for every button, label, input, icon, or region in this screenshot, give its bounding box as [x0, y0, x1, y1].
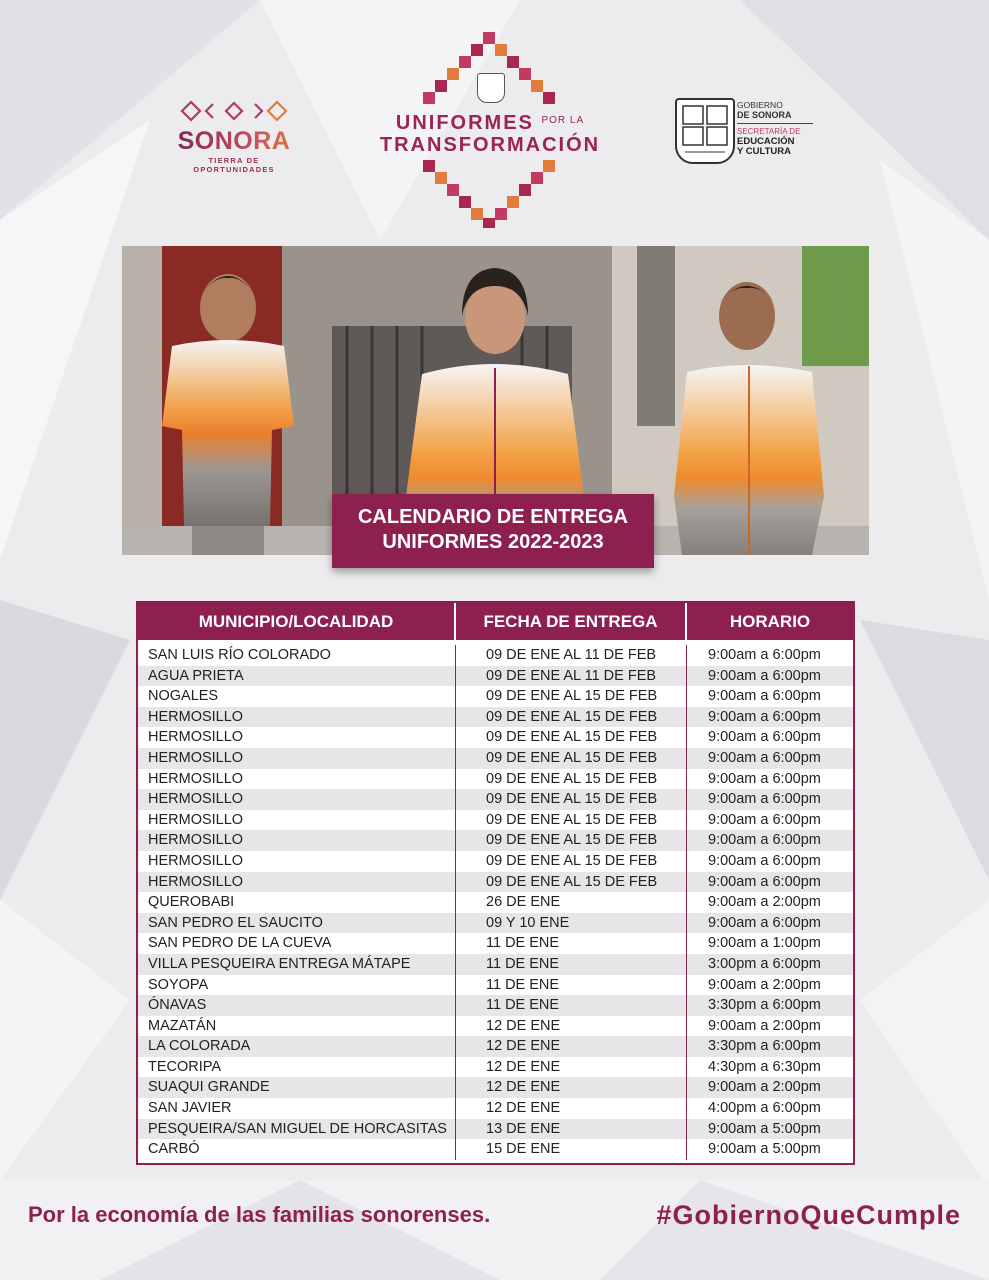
table-row [138, 666, 853, 687]
cell-horario: 9:00am a 5:00pm [708, 1120, 821, 1137]
cell-municipio: NOGALES [138, 686, 456, 707]
cell-horario: 9:00am a 2:00pm [708, 1017, 821, 1034]
cell-fecha: 12 DE ENE [456, 1077, 687, 1098]
cell-municipio: HERMOSILLO [138, 727, 456, 748]
campaign-title-main: UNIFORMES [395, 112, 534, 134]
table-row [138, 686, 853, 707]
cell-horario: 9:00am a 6:00pm [708, 873, 821, 890]
cell-horario: 4:00pm a 6:00pm [708, 1100, 821, 1117]
delivery-schedule-table [136, 601, 855, 1165]
cell-horario: 9:00am a 2:00pm [708, 894, 821, 911]
calendar-banner [332, 494, 654, 568]
cell-municipio: HERMOSILLO [138, 707, 456, 728]
cell-municipio: HERMOSILLO [138, 872, 456, 893]
table-row [138, 830, 853, 851]
cell-fecha: 11 DE ENE [456, 995, 687, 1016]
table-row [138, 851, 853, 872]
cell-horario: 9:00am a 6:00pm [708, 749, 821, 766]
header-fecha: FECHA DE ENTREGA [456, 603, 687, 640]
cell-municipio: HERMOSILLO [138, 748, 456, 769]
cell-horario: 9:00am a 1:00pm [708, 935, 821, 952]
cell-fecha: 09 DE ENE AL 11 DE FEB [456, 666, 687, 687]
cell-horario: 9:00am a 6:00pm [708, 791, 821, 808]
cell-municipio: HERMOSILLO [138, 830, 456, 851]
table-row [138, 1098, 853, 1119]
cell-horario: 9:00am a 6:00pm [708, 667, 821, 684]
cell-horario: 4:30pm a 6:30pm [708, 1058, 821, 1075]
government-logo-text [737, 100, 827, 157]
cell-horario: 9:00am a 2:00pm [708, 976, 821, 993]
cell-fecha: 12 DE ENE [456, 1016, 687, 1037]
cell-horario: 3:30pm a 6:00pm [708, 1038, 821, 1055]
cell-horario: 9:00am a 6:00pm [708, 729, 821, 746]
cell-fecha: 09 DE ENE AL 15 DE FEB [456, 789, 687, 810]
cell-horario: 9:00am a 6:00pm [708, 647, 821, 663]
cell-fecha: 09 DE ENE AL 15 DE FEB [456, 810, 687, 831]
cell-horario: 3:30pm a 6:00pm [708, 997, 821, 1014]
table-row [138, 645, 853, 666]
cell-municipio: LA COLORADA [138, 1036, 456, 1057]
sonora-glyph-icon [179, 100, 289, 122]
table-row [138, 995, 853, 1016]
table-header [138, 603, 853, 640]
table-row [138, 872, 853, 893]
sonora-logo-name: SONORA [168, 127, 300, 155]
cell-horario: 3:00pm a 6:00pm [708, 955, 821, 972]
cell-horario: 9:00am a 6:00pm [708, 770, 821, 787]
government-logo [675, 98, 825, 168]
cell-municipio: SOYOPA [138, 975, 456, 996]
cell-fecha: 26 DE ENE [456, 892, 687, 913]
campaign-title-line1 [355, 112, 625, 135]
cell-fecha: 12 DE ENE [456, 1057, 687, 1078]
cell-municipio: HERMOSILLO [138, 789, 456, 810]
cell-fecha: 09 DE ENE AL 15 DE FEB [456, 872, 687, 893]
cell-municipio: SAN PEDRO DE LA CUEVA [138, 933, 456, 954]
state-seal-icon [477, 73, 505, 103]
campaign-logo [355, 30, 625, 230]
cell-municipio: HERMOSILLO [138, 769, 456, 790]
calendar-banner-line2: UNIFORMES 2022-2023 [382, 531, 604, 553]
gob-line4: EDUCACIÓN [737, 136, 795, 147]
gob-line1: GOBIERNO [737, 100, 783, 110]
footer-hashtag: #GobiernoQueCumple [656, 1200, 961, 1230]
cell-fecha: 12 DE ENE [456, 1036, 687, 1057]
table-row [138, 1057, 853, 1078]
cell-municipio: HERMOSILLO [138, 851, 456, 872]
cell-municipio: SAN PEDRO EL SAUCITO [138, 913, 456, 934]
cell-fecha: 09 DE ENE AL 15 DE FEB [456, 686, 687, 707]
table-row [138, 748, 853, 769]
table-row [138, 707, 853, 728]
cell-municipio: HERMOSILLO [138, 810, 456, 831]
table-row [138, 769, 853, 790]
table-row [138, 954, 853, 975]
cell-fecha: 11 DE ENE [456, 975, 687, 996]
table-row [138, 1139, 853, 1160]
campaign-title-line2: TRANSFORMACIÓN [379, 134, 601, 156]
campaign-title-small: POR LA [541, 115, 585, 126]
cell-fecha: 12 DE ENE [456, 1098, 687, 1119]
cell-fecha: 09 Y 10 ENE [456, 913, 687, 934]
table-row [138, 1077, 853, 1098]
cell-fecha: 11 DE ENE [456, 933, 687, 954]
gob-line5: Y CULTURA [737, 146, 792, 157]
cell-horario: 9:00am a 6:00pm [708, 852, 821, 869]
cell-fecha: 11 DE ENE [456, 954, 687, 975]
cell-fecha: 13 DE ENE [456, 1119, 687, 1140]
header-horario: HORARIO [729, 611, 811, 631]
table-row [138, 727, 853, 748]
cell-fecha: 09 DE ENE AL 15 DE FEB [456, 830, 687, 851]
cell-municipio: ÓNAVAS [138, 995, 456, 1016]
table-body [138, 640, 853, 1160]
cell-fecha: 09 DE ENE AL 15 DE FEB [456, 707, 687, 728]
table-row [138, 892, 853, 913]
sonora-logo [168, 100, 300, 174]
header-municipio: MUNICIPIO/LOCALIDAD [138, 603, 456, 640]
cell-horario: 9:00am a 6:00pm [708, 708, 821, 725]
table-row [138, 1016, 853, 1037]
cell-horario: 9:00am a 6:00pm [708, 832, 821, 849]
cell-horario: 9:00am a 5:00pm [708, 1141, 821, 1158]
cell-horario: 9:00am a 6:00pm [708, 688, 821, 705]
cell-municipio: SAN LUIS RÍO COLORADO [138, 645, 456, 666]
cell-municipio: PESQUEIRA/SAN MIGUEL DE HORCASITAS [138, 1119, 456, 1140]
gob-line3: SECRETARÍA DE [737, 127, 801, 136]
cell-horario: 9:00am a 6:00pm [708, 914, 821, 931]
cell-fecha: 09 DE ENE AL 11 DE FEB [456, 645, 687, 666]
table-row [138, 789, 853, 810]
footer-slogan: Por la economía de las familias sonorenses. [28, 1202, 491, 1227]
gob-divider [737, 123, 813, 124]
cell-horario: 9:00am a 2:00pm [708, 1079, 821, 1096]
table-row [138, 1036, 853, 1057]
table-row [138, 810, 853, 831]
cell-fecha: 09 DE ENE AL 15 DE FEB [456, 727, 687, 748]
cell-municipio: SAN JAVIER [138, 1098, 456, 1119]
state-coat-of-arms-icon [675, 98, 735, 164]
cell-fecha: 15 DE ENE [456, 1139, 687, 1160]
cell-municipio: TECORIPA [138, 1057, 456, 1078]
gob-line2: DE SONORA [737, 110, 792, 120]
cell-fecha: 09 DE ENE AL 15 DE FEB [456, 851, 687, 872]
cell-fecha: 09 DE ENE AL 15 DE FEB [456, 769, 687, 790]
table-row [138, 975, 853, 996]
cell-municipio: CARBÓ [138, 1139, 456, 1160]
table-row [138, 913, 853, 934]
table-row [138, 1119, 853, 1140]
cell-fecha: 09 DE ENE AL 15 DE FEB [456, 748, 687, 769]
table-row [138, 933, 853, 954]
cell-horario: 9:00am a 6:00pm [708, 811, 821, 828]
calendar-banner-line1: CALENDARIO DE ENTREGA [357, 506, 628, 528]
cell-municipio: VILLA PESQUEIRA ENTREGA MÁTAPE [138, 954, 456, 975]
cell-municipio: QUEROBABI [138, 892, 456, 913]
cell-municipio: MAZATÁN [138, 1016, 456, 1037]
cell-municipio: SUAQUI GRANDE [138, 1077, 456, 1098]
sonora-logo-tagline: TIERRA DE OPORTUNIDADES [193, 156, 275, 174]
cell-municipio: AGUA PRIETA [138, 666, 456, 687]
